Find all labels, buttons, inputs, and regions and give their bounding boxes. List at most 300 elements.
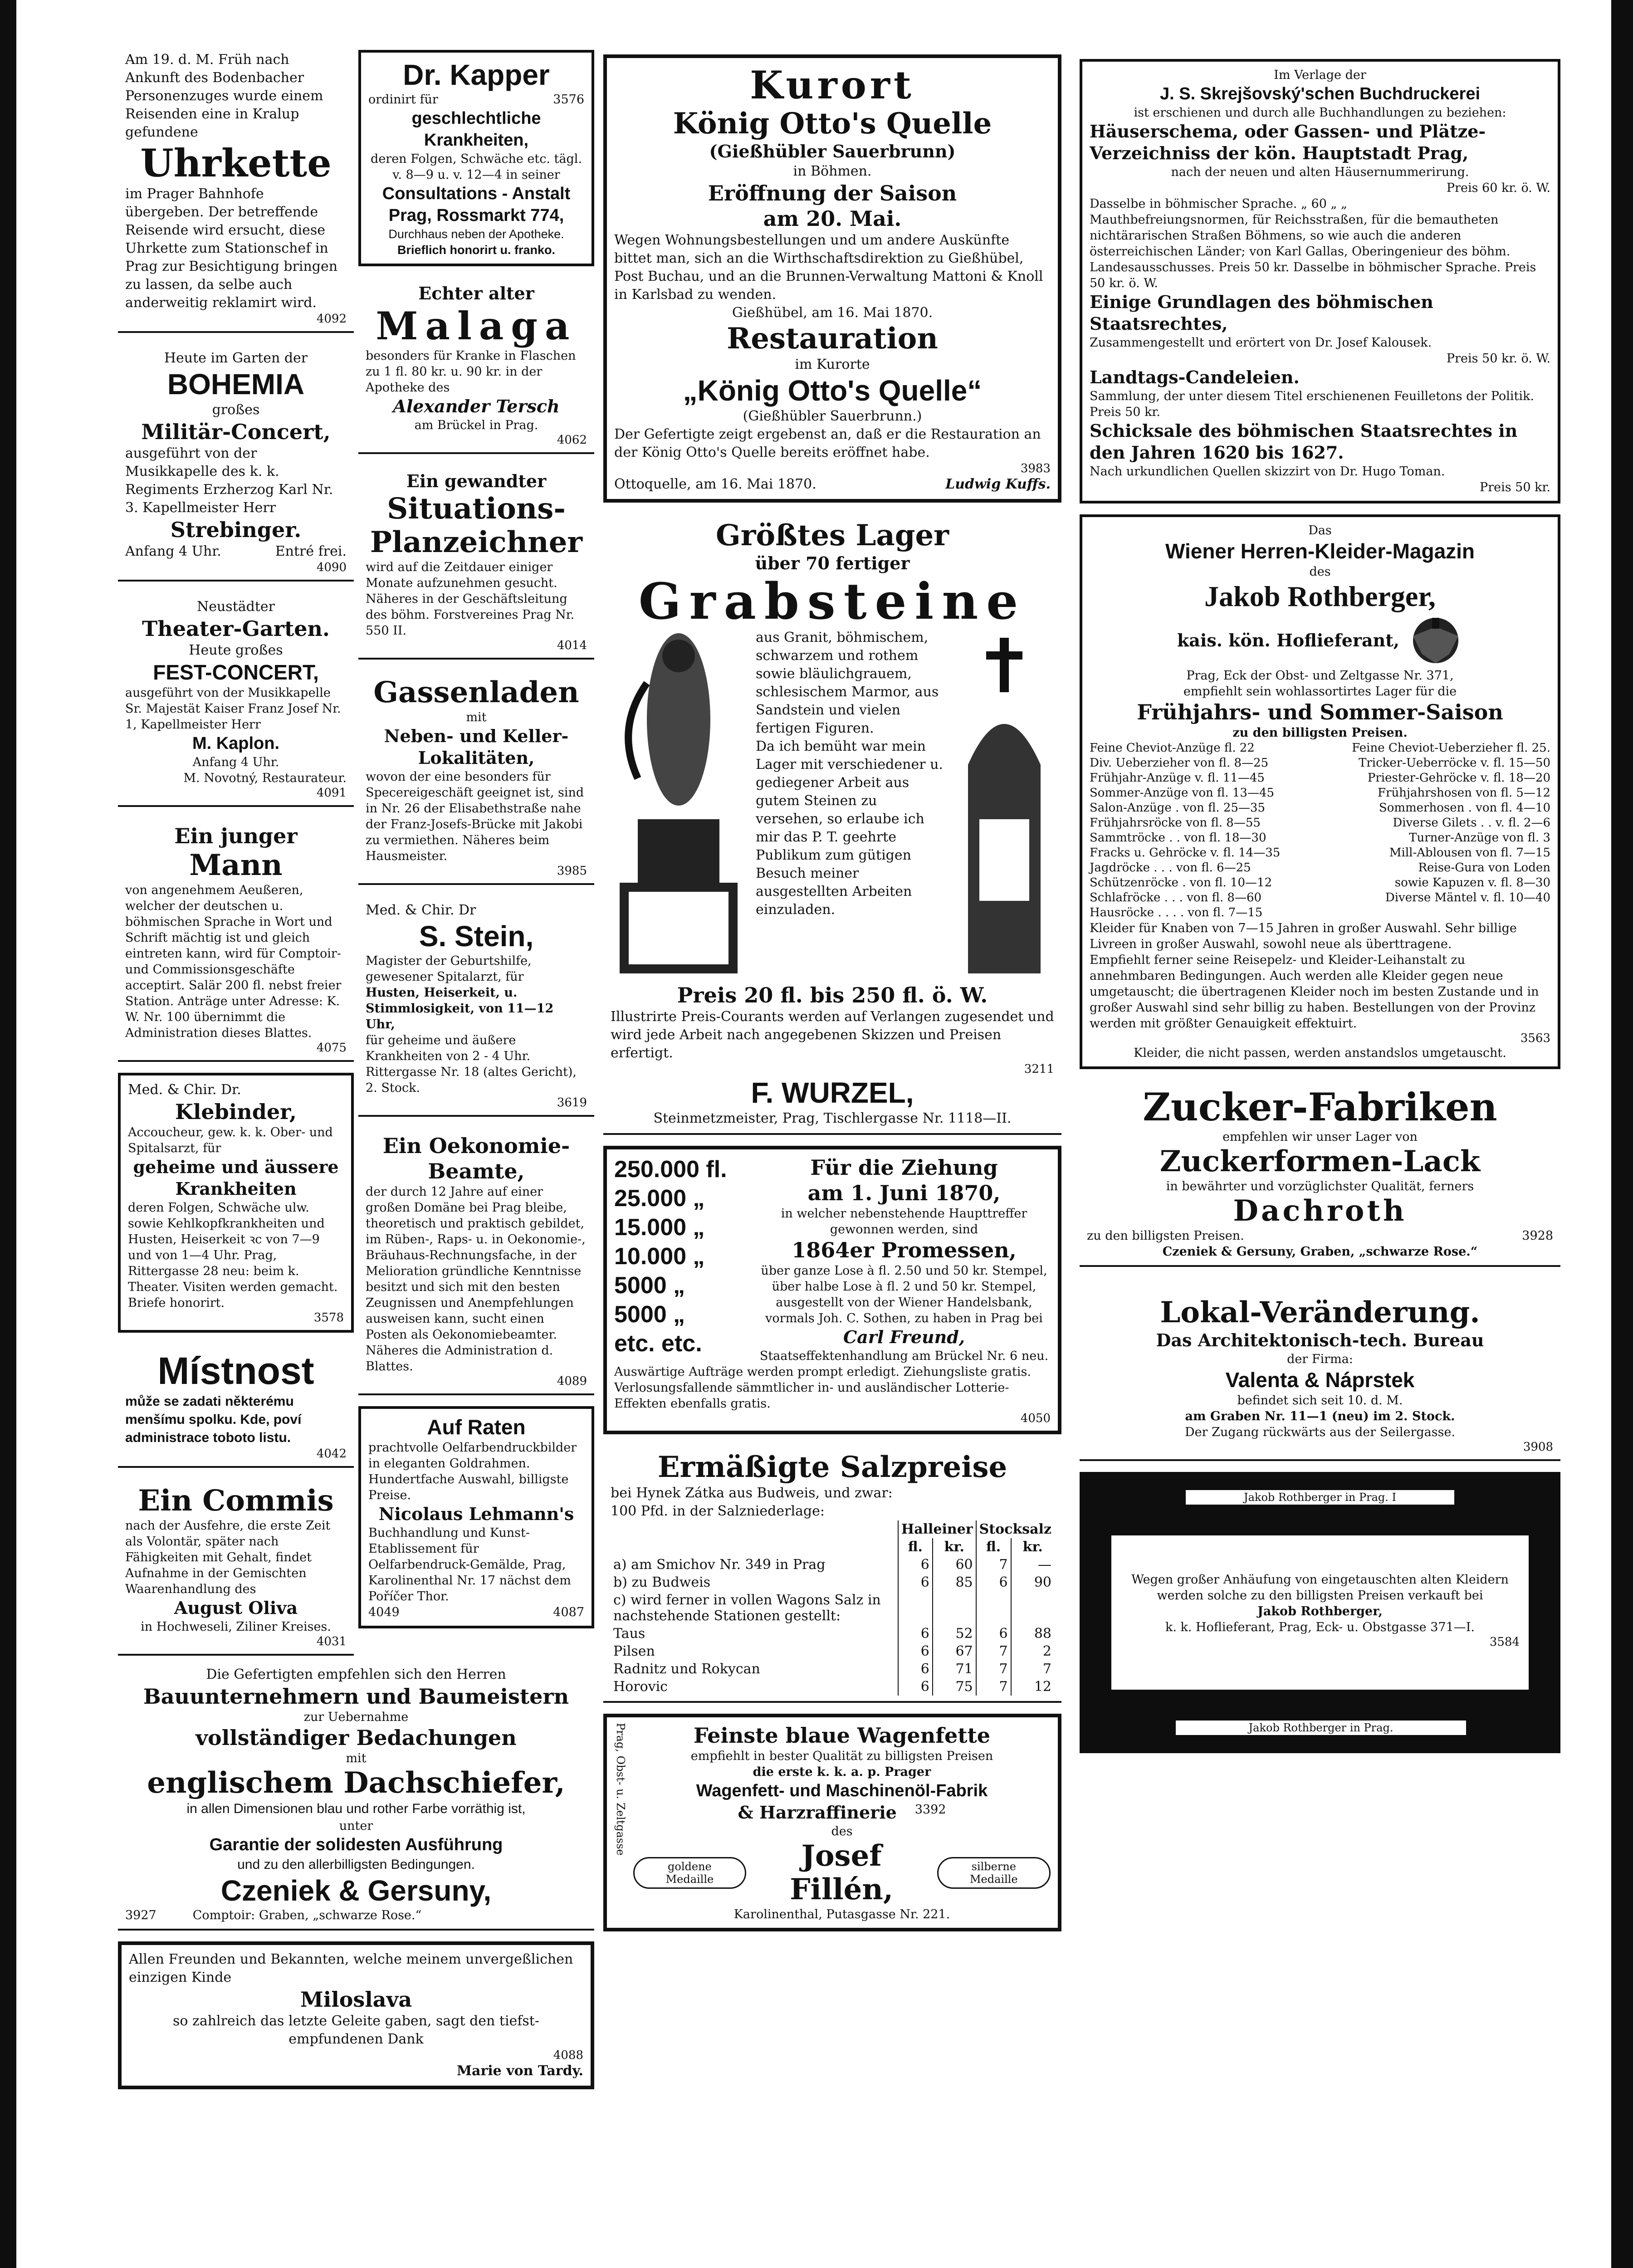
zucker-title-2: Dachroth	[1233, 1194, 1407, 1228]
magazin-body-3: Empfiehlt ferner seine Reisepelz- und Kleider-Leihanstalt zu annehmbaren Bedingungen. Auch werden alle Kleider gegen neue umgetauscht; die übertragenen Kleider noch im besten Zustande und in großer Auswahl sind sehr billig zu haben. Bestellungen von der Provinz werden mit größter Genauigkeit effektuirt.	[1090, 953, 1539, 1031]
theater-headline: Theater-Garten.	[142, 616, 330, 641]
wagenfette-addr: Karolinenthal, Putasgasse Nr. 221.	[733, 1907, 950, 1921]
price-list-item: Sommerhosen . von fl. 4—10	[1379, 801, 1550, 815]
salz-rows	[611, 1556, 1054, 1696]
junger-body: von angenehmem Aeußeren, welcher der deutschen u. böhmischen Sprache in Wort und Schrift mächtig ist und gleich eintreten kann, wird für Comptoir- und Commissionsgeschäfte acceptirt. Salär 200 fl. nebst freier Station. Anträge unter Adresse: K. W. Nr. 100 übernimmt die Administration dieses Blattes.	[125, 883, 342, 1040]
lokal-body-1: befindet sich seit 10. d. M.	[1237, 1393, 1403, 1408]
theater-intro: Neustädter	[196, 599, 275, 615]
bohemia-number: 4090	[316, 561, 347, 574]
gassenladen-sub: Neben- und Keller-Lokalitäten,	[384, 726, 569, 768]
salz-cell-a-kr: 67	[933, 1642, 976, 1660]
klebinder-headline: geheime und äussere Krankheiten	[133, 1157, 339, 1199]
mistnost-headline: Místnost	[157, 1349, 314, 1392]
column-1	[118, 45, 354, 1667]
price-list-item: Turner-Anzüge von fl. 3	[1409, 831, 1550, 845]
salz-row	[611, 1678, 1054, 1696]
price-list-item: Hausröcke . . . . von fl. 7—15	[1090, 906, 1263, 919]
blackbox-number: 3584	[1489, 1635, 1520, 1649]
dach-garantie: Garantie der solidesten Ausführung	[209, 1835, 503, 1854]
bohemia-title: BOHEMIA	[167, 368, 305, 401]
malaga-headline: Malaga	[376, 303, 577, 348]
verlag-item-3: Mauthbefreiungsnormen, für Reichsstraßen, für die bemautheten nichtärarischen Straßen Böhmens, so wie auch die anderen österreichischen Länder; von Karl Gallas, Oberingenieur des böhm. Landesausschusses. Preis 50 kr. Dasselbe in böhmischer Sprache. Preis 50 kr. ö. W.	[1090, 213, 1536, 290]
ad-uhrkette	[118, 45, 354, 333]
dach-body-2: und zu den allerbilligsten Bedingungen.	[237, 1857, 475, 1872]
ad-verlag	[1080, 59, 1560, 503]
miloslava-sign: Marie von Tardy.	[456, 2063, 583, 2079]
scan-edge-right	[1611, 0, 1633, 2268]
salz-cell-a-fl: 6	[898, 1556, 933, 1574]
salz-label-header	[611, 1520, 898, 1538]
salz-cell-b-kr	[1011, 1591, 1054, 1625]
gassenladen-headline: Gassenladen	[373, 675, 579, 709]
oekonomie-headline-2: Beamte,	[428, 1159, 525, 1183]
price-list-item: Reise-Gura von Loden	[1418, 861, 1550, 875]
ad-raten	[358, 1406, 594, 1628]
ziehung-body-2: über ganze Lose à fl. 2.50 und 50 kr. Stempel, über halbe Lose à fl. 2 und 50 kr. Stempel, ausgestellt von der Wiener Handelsbank, vormals Joh. C. Sothen, zu haben in Prag bei	[761, 1264, 1047, 1325]
salz-cell-b-kr: 88	[1011, 1625, 1054, 1642]
salz-cell-a-fl	[898, 1591, 933, 1625]
column-4	[1080, 59, 1560, 1753]
grabsteine-body-3: Illustrirte Preis-Courants werden auf Verlangen zugesendet und wird jede Arbeit nach angegebenen Skizzen und Preisen erfertigt.	[611, 1009, 1054, 1061]
salz-cell-a-fl: 6	[898, 1642, 933, 1660]
bohemia-time: Anfang 4 Uhr.	[125, 543, 221, 559]
salz-cell-a-fl: 6	[898, 1574, 933, 1591]
wagenfette-name-1: die erste k. k. a. p. Prager	[753, 1765, 931, 1779]
price-list-row	[1090, 801, 1550, 816]
klebinder-intro: Med. & Chir. Dr.	[128, 1082, 241, 1098]
kurort-sign: Gießhübel, am 16. Mai 1870.	[732, 305, 933, 321]
salz-cell-b-kr: —	[1011, 1556, 1054, 1574]
ad-malaga	[358, 277, 594, 454]
blackbox-name: Jakob Rothberger,	[1257, 1604, 1383, 1618]
ad-oekonomie	[358, 1128, 594, 1395]
wagenfette-name-2: Wagenfett- und Maschinenöl-Fabrik	[696, 1781, 988, 1800]
ad-kapper	[358, 50, 594, 266]
kurort-sign-2: Ottoquelle, am 16. Mai 1870.	[614, 476, 816, 492]
kurort-opening: Eröffnung der Saison	[708, 181, 957, 205]
stein-body-3: für geheime und äußere Krankheiten von 2 - 4 Uhr.	[366, 1033, 531, 1063]
magazin-price-list	[1090, 741, 1550, 920]
klebinder-body-2: deren Folgen, Schwäche ulw. sowie Kehlkopfkrankheiten und Husten, Heiserkeit ꝛc von 7—9 und von 1—4 Uhr. Prag, Rittergasse 28 neu: beim k. Theater. Visiten werden gemacht. Briefe honorirt.	[128, 1201, 338, 1310]
ad-lokal	[1080, 1278, 1560, 1461]
salz-cell-b-fl: 7	[976, 1660, 1011, 1678]
price-list-item: Frühjahrshosen von fl. 5—12	[1377, 786, 1550, 800]
ziehung-title: 1864er Promessen,	[792, 1238, 1017, 1262]
malaga-name: Alexander Tersch	[393, 396, 560, 416]
salz-cell-a-kr: 71	[933, 1660, 976, 1678]
stein-number: 3619	[557, 1096, 587, 1110]
salz-cell-label: Taus	[613, 1626, 645, 1642]
gassenladen-number: 3985	[557, 864, 587, 878]
price-list-row	[1090, 860, 1550, 875]
price-list-item: Fracks u. Gehröcke v. fl. 14—35	[1090, 846, 1281, 860]
price-list-item: Frühjahr-Anzüge v. fl. 11—45	[1090, 771, 1265, 785]
magazin-prices: zu den billigsten Preisen.	[1232, 726, 1408, 740]
magazin-body: empfiehlt sein wohlassortirtes Lager für die	[1183, 684, 1457, 699]
raten-name: Nicolaus Lehmann's	[378, 1504, 574, 1524]
ad-grabsteine	[603, 513, 1061, 1135]
verlag-item-4: Einige Grundlagen des böhmischen Staatsrechtes,	[1090, 292, 1433, 334]
miloslava-name: Miloslava	[300, 1987, 412, 2012]
salz-row	[611, 1660, 1054, 1678]
kapper-name: Dr. Kapper	[403, 59, 550, 91]
ad-mistnost	[118, 1344, 354, 1468]
theater-sign: M. Novotný, Restaurateur.	[183, 771, 347, 785]
mistnost-number: 4042	[316, 1447, 347, 1461]
price-list-item: Feine Cheviot-Anzüge fl. 22	[1090, 741, 1255, 755]
price-list-row	[1090, 771, 1550, 786]
salz-cell-b-fl	[976, 1591, 1011, 1625]
zucker-number: 3928	[1522, 1229, 1553, 1243]
salz-cell-label: Pilsen	[613, 1643, 655, 1659]
price-list-item: Sommer-Anzüge von fl. 13—45	[1090, 786, 1275, 800]
uhrkette-number: 4092	[316, 312, 347, 326]
magazin-des: des	[1309, 565, 1331, 579]
miloslava-number: 4088	[553, 2048, 583, 2062]
ad-salzpreise	[603, 1445, 1061, 1703]
kurort-place: in Böhmen.	[793, 163, 872, 179]
commis-headline: Ein Commis	[138, 1484, 334, 1518]
malaga-body: besonders für Kranke in Flaschen zu 1 fl. 80 kr. u. 90 kr. in der Apotheke des	[366, 349, 576, 395]
stein-body-1: Magister der Geburtshilfe, gewesener Spitalarzt, für	[366, 954, 532, 984]
price-list-row	[1090, 786, 1550, 801]
commis-place: in Hochweseli, Ziliner Kreises.	[141, 1620, 331, 1634]
kurort-date: am 20. Mai.	[763, 206, 902, 231]
theater-title: FEST-CONCERT,	[153, 660, 319, 684]
kurort-body: Wegen Wohnungsbestellungen und um andere Auskünfte bittet man, sich an die Wirthschaftsdirektion zu Gießhübel, Post Buchau, und an die Brunnen-Verwaltung Mattoni & Knoll in Karlsbad zu wenden.	[614, 232, 1043, 303]
salz-row	[611, 1625, 1054, 1642]
plan-headline-1: Situations-	[387, 492, 566, 526]
cross-monument-icon	[954, 629, 1054, 982]
commis-number: 4031	[316, 1635, 347, 1648]
oekonomie-number: 4089	[557, 1374, 587, 1388]
klebinder-body-1: Accoucheur, gew. k. k. Ober- und Spitalsarzt, für	[128, 1125, 333, 1155]
salz-cell-b-kr: 7	[1011, 1660, 1054, 1678]
magazin-number: 3563	[1520, 1031, 1550, 1045]
zucker-sign: Czeniek & Gersuny, Graben, „schwarze Rose.“	[1162, 1245, 1478, 1259]
salz-cell-a-fl: 6	[898, 1660, 933, 1678]
gassenladen-body: wovon der eine besonders für Specereigeschäft geeignet ist, sind in Nr. 26 der Elisabethstraße nahe der Franz-Josefs-Brücke mit Jakobi zu vermiethen. Näheres beim Hausmeister.	[366, 770, 584, 863]
malaga-intro: Echter alter	[418, 283, 534, 303]
bohemia-entry: Entré frei.	[275, 543, 347, 559]
wagenfette-number: 3392	[914, 1803, 946, 1817]
kapper-line-4: Consultations - Anstalt	[382, 184, 571, 203]
dach-mit: mit	[346, 1751, 367, 1765]
plan-intro: Ein gewandter	[406, 471, 547, 491]
price-list-row	[1090, 846, 1550, 860]
price-list-item: Schützenröcke . von fl. 10—12	[1090, 876, 1272, 890]
magazin-addr: Prag, Eck der Obst- und Zeltgasse Nr. 371,	[1186, 669, 1454, 683]
ziehung-amount: etc. etc.	[614, 1330, 702, 1357]
dach-title-2: englischem Dachschiefer,	[147, 1766, 565, 1800]
salz-row	[611, 1642, 1054, 1660]
salz-cell-b-fl: 7	[976, 1556, 1011, 1574]
junger-number: 4075	[316, 1041, 347, 1055]
imperial-eagle-icon	[1408, 613, 1463, 668]
salz-row	[611, 1556, 1054, 1574]
salz-fl-header: fl.	[976, 1538, 1011, 1556]
junger-headline-2: Mann	[189, 848, 283, 882]
theater-name: M. Kaplon.	[192, 734, 280, 753]
price-list-item: Div. Ueberzieher von fl. 8—25	[1090, 756, 1269, 770]
theater-number: 4091	[316, 786, 347, 800]
salz-label-header	[611, 1538, 898, 1556]
commis-name: August Oliva	[174, 1598, 298, 1618]
kapper-number: 3576	[553, 93, 584, 107]
salz-cell-label: Horovic	[613, 1679, 668, 1695]
magazin-body-2: Kleider für Knaben von 7—15 Jahren in großer Auswahl. Sehr billige Livreen in großer Auswahl, sowohl neue als überttragene.	[1090, 921, 1517, 951]
ziehung-body-3: Auswärtige Aufträge werden prompt erledigt. Ziehungsliste gratis. Verlosungsfallende sämmtlicher in- und ausländischer Lotterie-Effekten ebenfalls gratis.	[614, 1365, 1031, 1411]
ziehung-amount: 25.000 „	[614, 1185, 705, 1212]
lokal-body-3: Der Zugang rückwärts aus der Seilergasse.	[1184, 1425, 1456, 1439]
dach-number: 3927	[125, 1908, 156, 1922]
ziehung-amount: 250.000 fl.	[614, 1156, 727, 1183]
verlag-item-2: Dasselbe in böhmischer Sprache. „ 60 „ „	[1090, 197, 1348, 211]
verlag-item-6: Schicksale des böhmischen Staatsrechtes in den Jahren 1620 bis 1627.	[1090, 420, 1518, 463]
grabsteine-sub: über 70 fertiger	[755, 553, 910, 573]
salz-cell-a-kr	[933, 1591, 976, 1625]
price-list-row	[1090, 890, 1550, 905]
salz-cell-a-kr: 52	[933, 1625, 976, 1642]
dach-zur: zur Uebernahme	[303, 1710, 409, 1724]
scan-edge-left	[0, 0, 16, 2268]
blackbox-inner	[1111, 1535, 1529, 1690]
ad-miloslava	[118, 1941, 594, 2089]
ziehung-name: Carl Freund,	[843, 1327, 965, 1347]
verlag-intro: Im Verlage der	[1274, 68, 1366, 82]
zucker-title: Zuckerformen-Lack	[1159, 1144, 1481, 1178]
salz-cell-a-kr: 60	[933, 1556, 976, 1574]
grabsteine-body-2: Da ich bemüht war mein Lager mit verschiedener u. gediegener Arbeit aus gutem Steinen zu versehen, so erlaube ich mir das P. T. geehrte Publikum zum gütigen Besuch meiner ausgestellten Arbeiten einzuladen.	[756, 738, 943, 918]
dach-body: in allen Dimensionen blau und rother Farbe vorräthig ist,	[186, 1801, 526, 1816]
verlag-item-5b: Sammlung, der unter diesem Titel erschienenen Feuilletons der Politik. Preis 50 kr.	[1090, 389, 1534, 419]
ziehung-amount: 15.000 „	[614, 1214, 705, 1241]
kurort-im: im Kurorte	[795, 357, 870, 372]
commis-body: nach der Ausfehre, die erste Zeit als Volontär, später nach Fähigkeiten mit Gehalt, findet Aufnahme in der Gemischten Waarenhandlung des	[125, 1519, 331, 1596]
kurort-headline: Kurort	[750, 63, 915, 108]
ziehung-amount: 10.000 „	[614, 1243, 705, 1270]
bohemia-name: Strebinger.	[170, 518, 302, 542]
lokal-name: Valenta & Náprstek	[1225, 1368, 1415, 1392]
salz-row	[611, 1574, 1054, 1591]
ad-wagenfette	[603, 1714, 1061, 1931]
ziehung-number: 4050	[1020, 1412, 1051, 1425]
salz-cell-b-fl: 6	[976, 1574, 1011, 1591]
salz-col-a: Halleiner	[898, 1520, 976, 1538]
price-list-item: Mill-Ablousen von fl. 7—15	[1389, 846, 1550, 860]
ziehung-date: am 1. Juni 1870,	[807, 1181, 1001, 1205]
plan-headline-2: Planzeichner	[370, 525, 583, 559]
lokal-headline: Lokal-Veränderung.	[1160, 1295, 1480, 1330]
salz-row	[611, 1591, 1054, 1625]
salz-cell-b-fl: 7	[976, 1642, 1011, 1660]
grabsteine-title: Grabsteine	[638, 572, 1027, 631]
salz-cell-label: a) am Smichov Nr. 349 in Prag	[613, 1557, 826, 1573]
ziehung-body-1: in welcher nebenstehende Haupttreffer gewonnen werden, sind	[781, 1207, 1027, 1237]
ad-commis	[118, 1479, 354, 1656]
dach-headline: Bauunternehmern und Baumeistern	[143, 1684, 569, 1709]
verlag-price-6: Preis 50 kr.	[1480, 480, 1550, 494]
price-list-item: Frühjahrsröcke von fl. 8—55	[1090, 816, 1261, 830]
grabsteine-addr: Steinmetzmeister, Prag, Tischlergasse Nr. 1118—II.	[653, 1110, 1012, 1126]
dach-name: Czeniek & Gersuny,	[220, 1874, 492, 1907]
gassenladen-mit: mit	[466, 710, 487, 724]
salz-cell-a-fl: 6	[898, 1625, 933, 1642]
kapper-line-7: Brieflich honorirt u. franko.	[397, 243, 556, 257]
grabsteine-number: 3211	[1024, 1062, 1054, 1076]
zucker-body-1: empfehlen wir unser Lager von	[1222, 1130, 1418, 1144]
kapper-line-5: Prag, Rossmarkt 774,	[388, 206, 564, 225]
raten-headline: Auf Raten	[427, 1415, 526, 1439]
price-list-item: Salon-Anzüge . von fl. 25—35	[1090, 801, 1265, 815]
magazin-name: Jakob Rothberger,	[1204, 580, 1436, 612]
kapper-line-2: geschlechtliche Krankheiten,	[411, 109, 541, 150]
price-list-item: Tricker-Ueberröcke v. fl. 15—50	[1359, 756, 1550, 770]
stein-intro: Med. & Chir. Dr	[366, 902, 476, 918]
grabsteine-headline: Größtes Lager	[716, 518, 949, 552]
ziehung-addr: Staatseffektenhandlung am Brückel Nr. 6 neu.	[759, 1349, 1049, 1363]
kurort-name: Ludwig Kuffs.	[945, 476, 1051, 492]
plan-body: wird auf die Zeitdauer einiger Monate aufzunehmen gesucht. Näheres in der Geschäftsleitung des böhm. Forstvereines Prag Nr. 550 II.	[366, 560, 575, 638]
kurort-number: 3983	[1020, 462, 1051, 475]
price-list-item: Diverse Gilets . . v. fl. 2—6	[1393, 816, 1550, 830]
mistnost-body: může se zadati některému menšímu spolku. Kde, poví administrace toboto listu.	[125, 1394, 302, 1445]
price-list-item: Schlafröcke . . . von fl. 8—60	[1090, 891, 1262, 904]
salz-cell-a-fl: 6	[898, 1678, 933, 1696]
bohemia-subtitle: großes	[212, 402, 260, 418]
grabsteine-body-1: aus Granit, böhmischem, schwarzem und rothem sowie bläulichgrauem, schlesischem Marmor, aus Sandstein und vielen fertigen Figuren.	[756, 630, 939, 736]
price-list-row	[1090, 741, 1550, 756]
miloslava-body-2: so zahlreich das letzte Geleite gaben, sagt den tiefst-empfundenen Dank	[173, 2013, 539, 2047]
salz-cell-a-kr: 75	[933, 1678, 976, 1696]
stein-addr: Rittergasse Nr. 18 (altes Gericht), 2. Stock.	[366, 1065, 577, 1095]
uhrkette-headline: Uhrkette	[140, 141, 332, 186]
kapper-line-6: Durchhaus neben der Apotheke.	[388, 227, 564, 241]
price-list-item: Sammtröcke . . von fl. 18—30	[1090, 831, 1266, 845]
magazin-body-4: Kleider, die nicht passen, werden anstandslos umgetauscht.	[1134, 1046, 1506, 1060]
stein-body-2: Husten, Heiserkeit, u. Stimmlosigkeit, von 11—12 Uhr,	[366, 986, 554, 1031]
dach-intro: Die Gefertigten empfehlen sich den Herren	[206, 1667, 506, 1682]
price-list-item: Diverse Mäntel v. fl. 10—40	[1385, 891, 1550, 904]
blackbox-body: Wegen großer Anhäufung von eingetauschten alten Kleidern werden solche zu den billigsten Preisen verkauft bei	[1131, 1573, 1509, 1603]
salz-table	[611, 1520, 1054, 1696]
junger-headline-1: Ein junger	[174, 824, 298, 848]
salz-cell-b-kr: 2	[1011, 1642, 1054, 1660]
salz-cell-b-fl: 6	[976, 1625, 1011, 1642]
dach-title: vollständiger Bedachungen	[196, 1725, 517, 1750]
salz-cell-label: c) wird ferner in vollen Wagons Salz in nachstehende Stationen gestellt:	[613, 1592, 881, 1624]
ad-gassenladen	[358, 670, 594, 885]
magazin-title: Wiener Herren-Kleider-Magazin	[1165, 539, 1475, 563]
lokal-body-2: am Graben Nr. 11—1 (neu) im 2. Stock.	[1185, 1409, 1455, 1423]
theater-time: Anfang 4 Uhr.	[192, 755, 279, 769]
plan-number: 4014	[557, 639, 587, 652]
zucker-body-2: in bewährter und vorzüglichster Qualität, ferners	[1166, 1179, 1474, 1193]
kurort-body-2: Der Gefertigte zeigt ergebenst an, daß er die Restauration an der König Otto's Quelle bereits eröffnet habe.	[614, 426, 1041, 460]
wagenfette-headline: Feinste blaue Wagenfette	[693, 1723, 991, 1748]
ad-bohemia	[118, 344, 354, 582]
raten-body-2: Buchhandlung und Kunst-Etablissement für Oelfarbendruck-Gemälde, Prag, Karolinenthal Nr. 17 nächst dem Poříčer Thor.	[368, 1526, 571, 1603]
magazin-sub: kais. kön. Hoflieferant,	[1177, 630, 1400, 650]
wagenfette-side-left: Prag, Obst- u. Zeltgasse	[614, 1723, 627, 1856]
ad-ziehung	[603, 1146, 1061, 1434]
ad-planzeichner	[358, 465, 594, 660]
verlag-item-6b: Nach urkundlichen Quellen skizzirt von Dr. Hugo Toman.	[1090, 464, 1445, 479]
price-list-row	[1090, 875, 1550, 890]
blackbox-bottom-label: Jakob Rothberger in Prag.	[1176, 1721, 1466, 1735]
ziehung-headline: Für die Ziehung	[810, 1155, 998, 1180]
ad-zucker	[1080, 1080, 1560, 1267]
ad-theater	[118, 592, 354, 807]
dach-unter: unter	[339, 1819, 373, 1833]
kurort-title-2: „König Otto's Quelle“	[683, 374, 982, 407]
dach-addr: Comptoir: Graben, „schwarze Rose.“	[192, 1908, 422, 1922]
salz-cell-b-kr: 12	[1011, 1678, 1054, 1696]
salz-cell-a-kr: 85	[933, 1574, 976, 1591]
salz-kr-header: kr.	[933, 1538, 976, 1556]
lokal-sub: Das Architektonisch-tech. Bureau	[1156, 1330, 1484, 1350]
ad-dachschiefer	[118, 1660, 594, 1931]
verlag-price-4: Preis 50 kr. ö. W.	[1446, 352, 1550, 366]
ziehung-amounts	[614, 1155, 750, 1364]
price-list-row	[1090, 831, 1550, 846]
grabsteine-name: F. WURZEL,	[751, 1076, 914, 1109]
raten-body: prachtvolle Oelfarbendruckbilder in eleganten Goldrahmen. Hundertfache Auswahl, billigste Preise.	[368, 1441, 577, 1502]
raten-number: 4087	[553, 1605, 584, 1619]
klebinder-number: 3578	[313, 1311, 344, 1325]
verlag-intro-2: ist erschienen und durch alle Buchhandlungen zu beziehen:	[1134, 106, 1506, 120]
price-list-item: sowie Kapuzen v. fl. 8—30	[1394, 876, 1550, 890]
bottom-left-block	[118, 1660, 594, 2100]
kapper-line-1: ordinirt für	[368, 93, 438, 107]
malaga-number: 4062	[557, 433, 587, 447]
verlag-title: J. S. Skrejšovský'schen Buchdruckerei	[1159, 84, 1481, 103]
bohemia-intro: Heute im Garten der	[164, 350, 308, 366]
salz-headline: Ermäßigte Salzpreise	[657, 1450, 1007, 1484]
price-list-item: Priester-Gehröcke v. fl. 18—20	[1367, 771, 1550, 785]
ziehung-amount: 5000 „	[614, 1301, 685, 1328]
raten-side-number: 4049	[368, 1605, 400, 1619]
price-list-item: Feine Cheviot-Ueberzieher fl. 25.	[1352, 741, 1550, 755]
uhrkette-intro: Am 19. d. M. Früh nach Ankunft des Bodenbacher Personenzuges wurde einem Reisenden eine in Kralup gefundene	[125, 52, 323, 140]
gold-medal-badge: goldene Medaille	[633, 1857, 746, 1889]
salz-col-b: Stocksalz	[976, 1520, 1054, 1538]
price-list-item: Jagdröcke . . . von fl. 6—25	[1090, 861, 1251, 875]
oekonomie-headline-1: Ein Oekonomie-	[382, 1134, 570, 1158]
ad-kleider-magazin	[1080, 514, 1560, 1069]
salz-cell-b-kr: 90	[1011, 1574, 1054, 1591]
price-list-row	[1090, 816, 1550, 831]
malaga-place: am Brückel in Prag.	[414, 418, 538, 432]
ziehung-layout	[614, 1155, 1051, 1364]
lokal-number: 3908	[1523, 1440, 1553, 1454]
verlag-item-4b: Zusammengestellt und erörtert von Dr. Josef Kalousek.	[1090, 336, 1432, 350]
wagenfette-owner: Josef Fillén,	[790, 1839, 894, 1906]
bohemia-body: ausgeführt von der Musikkapelle des k. k. Regiments Erzherzog Karl Nr. 3. Kapellmeister Herr	[125, 445, 333, 516]
salz-cell-label: b) zu Budweis	[613, 1574, 711, 1590]
salz-cell-label: Radnitz und Rokycan	[613, 1661, 760, 1677]
salz-fl-header: fl.	[898, 1538, 933, 1556]
salz-intro-2: 100 Pfd. in der Salzniederlage:	[611, 1503, 825, 1519]
ad-junger-mann	[118, 818, 354, 1062]
kurort-title: König Otto's Quelle	[673, 107, 992, 141]
salz-intro: bei Hynek Zátka aus Budweis, und zwar:	[611, 1485, 893, 1501]
magazin-intro: Das	[1308, 523, 1332, 538]
verlag-item-1: Häuserschema, oder Gassen- und Plätze-Verzeichniss der kön. Hauptstadt Prag,	[1090, 121, 1486, 163]
lokal-firm: der Firma:	[1287, 1352, 1353, 1366]
kurort-sub: (Gießhübler Sauerbrunn)	[709, 141, 956, 161]
blackbox-addr: k. k. Hoflieferant, Prag, Eck- u. Obstgasse 371—I.	[1165, 1620, 1475, 1634]
